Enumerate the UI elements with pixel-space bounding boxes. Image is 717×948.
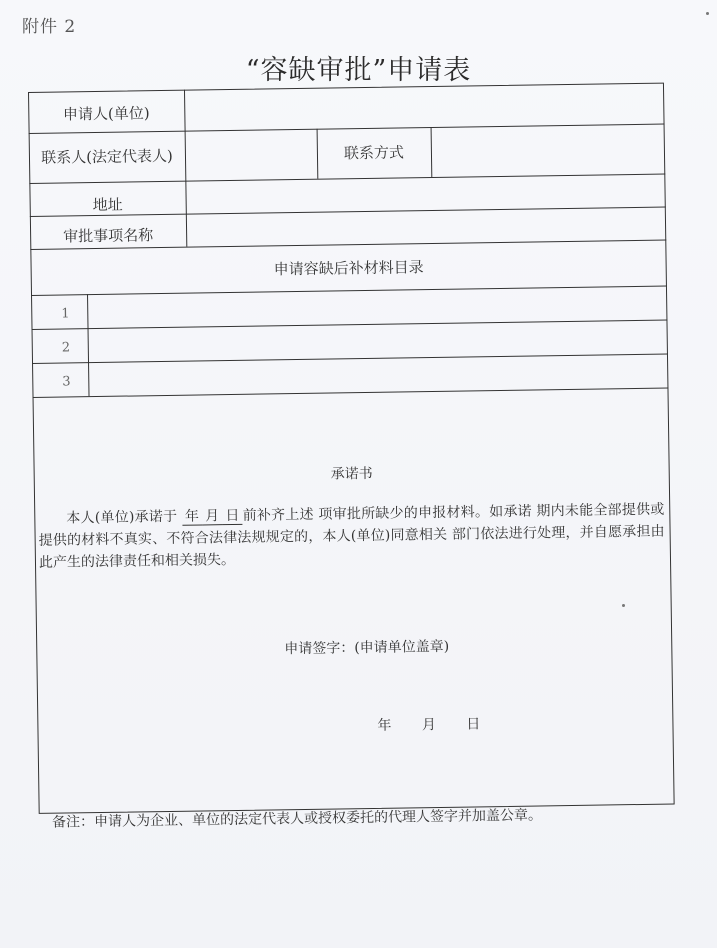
form-title: “容缺审批”申请表 [245,55,472,86]
attachment-label: 附件 2 [22,17,77,37]
pledge-day: 日 [222,508,242,525]
footnote: 备注：申请人为企业、单位的法定代表人或授权委托的代理人签字并加盖公章。 [51,807,543,831]
pledge-text-rest: 前补齐上述 项审批所缺少的申报材料。如承诺 期内未能全部提供或提供的材料不真实、不符合法律法规规定的，本人(单位)同意相关 部门依法进行处理，并自愿承担由此产生的法律责任和相关损失。 [38,501,665,571]
date-year: 年 [377,717,392,734]
material-row-number: 2 [61,340,71,356]
signature-label: 申请签字：(申请单位盖章) [284,638,450,658]
form-border [28,83,675,814]
pledge-title: 承诺书 [330,465,373,483]
date-day: 日 [466,716,481,733]
contact-method-label: 联系方式 [343,143,405,163]
scan-speck [622,604,625,607]
pledge-text-start: 本人(单位)承诺于 [66,508,178,527]
contact-person-label: 联系人(法定代表人) [40,146,173,167]
scan-speck [706,12,709,15]
applicant-label: 申请人(单位) [62,104,150,124]
date-month: 月 [421,717,437,734]
address-label: 地址 [92,195,123,215]
item-name-label: 审批事项名称 [62,226,154,246]
application-form-table [28,83,675,814]
signature-date [377,713,506,735]
material-row-number: 1 [61,306,70,322]
pledge-year: 年 [182,508,202,525]
pledge-month: 月 [202,508,222,525]
materials-header: 申请容缺后补材料目录 [273,258,424,279]
material-row-number: 3 [62,374,71,390]
pledge-text [38,499,665,574]
